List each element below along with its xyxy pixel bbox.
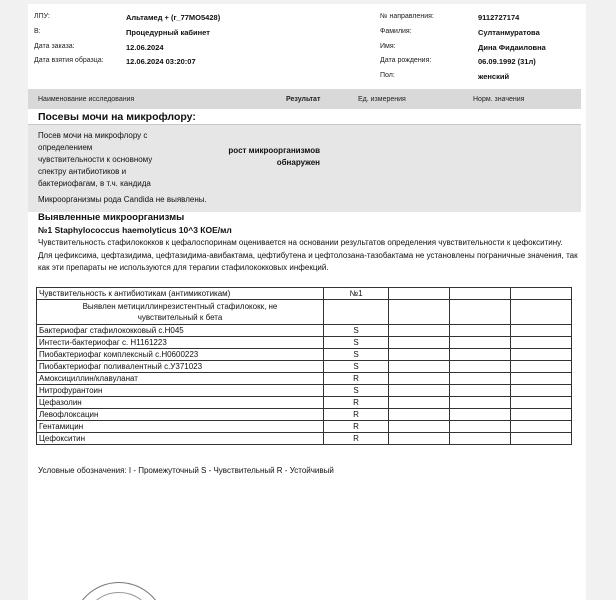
report-header: [28, 4, 586, 86]
col-norm-header: Норм. значения: [473, 96, 525, 103]
table-row: [37, 409, 572, 421]
table-row: [37, 349, 572, 361]
table-row: [37, 325, 572, 337]
test-result-line: рост микроорганизмов: [228, 146, 320, 155]
mrsa-row: [37, 300, 572, 325]
antibiotic-name: Пиобактериофаг поливалентный с.У371023: [37, 361, 324, 373]
mrsa-note-line: чувствительный к бета: [137, 313, 223, 322]
birth-date-label: Дата рождения:: [380, 57, 432, 64]
sensitivity-value: R: [324, 373, 389, 385]
sex-label: Пол:: [380, 72, 395, 79]
sample-date-value: 12.06.2024 03:20:07: [126, 57, 196, 66]
table-row: [37, 433, 572, 445]
organism-title: №1 Staphylococcus haemolyticus 10^3 КОЕ/мл: [38, 225, 232, 235]
table-row: [37, 421, 572, 433]
antibiotic-name: Нитрофурантоин: [37, 385, 324, 397]
sensitivity-value: R: [324, 433, 389, 445]
antibiotic-name: Бактериофаг стафилококковый с.Н045: [37, 325, 324, 337]
antibiotic-name: Интести-бактериофаг с. Н1161223: [37, 337, 324, 349]
col-result-header: Результат: [286, 96, 321, 103]
referral-number-value: 9112727174: [478, 13, 520, 22]
lpu-label: ЛПУ:: [34, 13, 50, 20]
test-name-line: спектру антибиотиков и: [38, 167, 127, 176]
department-value: Процедурный кабинет: [126, 28, 210, 37]
test-name-line: бактериофагам, в т.ч. кандида: [38, 179, 151, 188]
column-header-bar: [28, 89, 581, 109]
surname-label: Фамилия:: [380, 28, 412, 35]
name-label: Имя:: [380, 43, 396, 50]
referral-number-label: № направления:: [380, 13, 434, 20]
found-organisms-title: Выявленные микроорганизмы: [38, 212, 185, 223]
order-date-label: Дата заказа:: [34, 43, 75, 50]
table-row: [37, 397, 572, 409]
test-result-box: [28, 124, 581, 212]
antibiotic-name: Гентамицин: [37, 421, 324, 433]
table-header-col: №1: [324, 288, 389, 300]
table-row: [37, 385, 572, 397]
test-name: [38, 130, 188, 190]
birth-date-value: 06.09.1992 (31л): [478, 57, 536, 66]
department-label: В:: [34, 28, 41, 35]
test-name-line: чувствительности к основному: [38, 155, 153, 164]
sex-value: женский: [478, 72, 510, 81]
antibiotic-name: Амоксициллин/клавуланат: [37, 373, 324, 385]
test-result-line: обнаружен: [276, 158, 320, 167]
order-date-value: 12.06.2024: [126, 43, 164, 52]
antibiotic-name: Левофлоксацин: [37, 409, 324, 421]
sensitivity-value: S: [324, 349, 389, 361]
test-result: [208, 145, 320, 169]
sensitivity-value: R: [324, 397, 389, 409]
candida-note: Микроорганизмы рода Candida не выявлены.: [38, 195, 207, 204]
mrsa-note-line: Выявлен метициллинрезистентный стафилококк, не: [82, 302, 278, 311]
sensitivity-value: R: [324, 421, 389, 433]
name-value: Дина Фидаиловна: [478, 43, 546, 52]
table-row: [37, 373, 572, 385]
legend: Условные обозначения: I - Промежуточный S - Чувствительный R - Устойчивый: [38, 466, 334, 475]
sensitivity-value: S: [324, 385, 389, 397]
lpu-value: Альтамед + (r_77MO5428): [126, 13, 221, 22]
test-name-line: Посев мочи на микрофлору с: [38, 131, 148, 140]
col-unit-header: Ед. измерения: [358, 96, 406, 103]
sample-date-label: Дата взятия образца:: [34, 57, 104, 64]
section-title: Посевы мочи на микрофлору:: [38, 111, 196, 123]
stamp-seal: [72, 582, 166, 600]
table-row: [37, 361, 572, 373]
sensitivity-value: S: [324, 325, 389, 337]
sensitivity-table: [36, 287, 572, 445]
table-header-row: [37, 288, 572, 300]
antibiotic-name: Цефазолин: [37, 397, 324, 409]
sensitivity-value: S: [324, 337, 389, 349]
organism-description: Чувствительность стафилококков к цефалоспоринам оценивается на основании результатов определения чувствительности к цефокситину. Для цефиксима, цефтазидима, цефтазидима-авибактама, цефтибутена и цефтолозана-тазобактама не установлены пограничные значения, так как эти препараты не используются для терапии стафилококковых инфекций.: [38, 238, 578, 272]
mrsa-note: [37, 300, 324, 325]
test-name-line: определением: [38, 143, 93, 152]
lab-report-page: [28, 4, 586, 600]
antibiotic-name: Пиобактериофаг комплексный с.Н0600223: [37, 349, 324, 361]
table-header-label: Чувствительность к антибиотикам (антимикотикам): [37, 288, 324, 300]
stamp-inner-ring: [82, 592, 156, 600]
surname-value: Султанмуратова: [478, 28, 540, 37]
col-name-header: Наименование исследования: [38, 96, 135, 103]
table-row: [37, 337, 572, 349]
sensitivity-value: R: [324, 409, 389, 421]
sensitivity-value: S: [324, 361, 389, 373]
antibiotic-name: Цефокситин: [37, 433, 324, 445]
